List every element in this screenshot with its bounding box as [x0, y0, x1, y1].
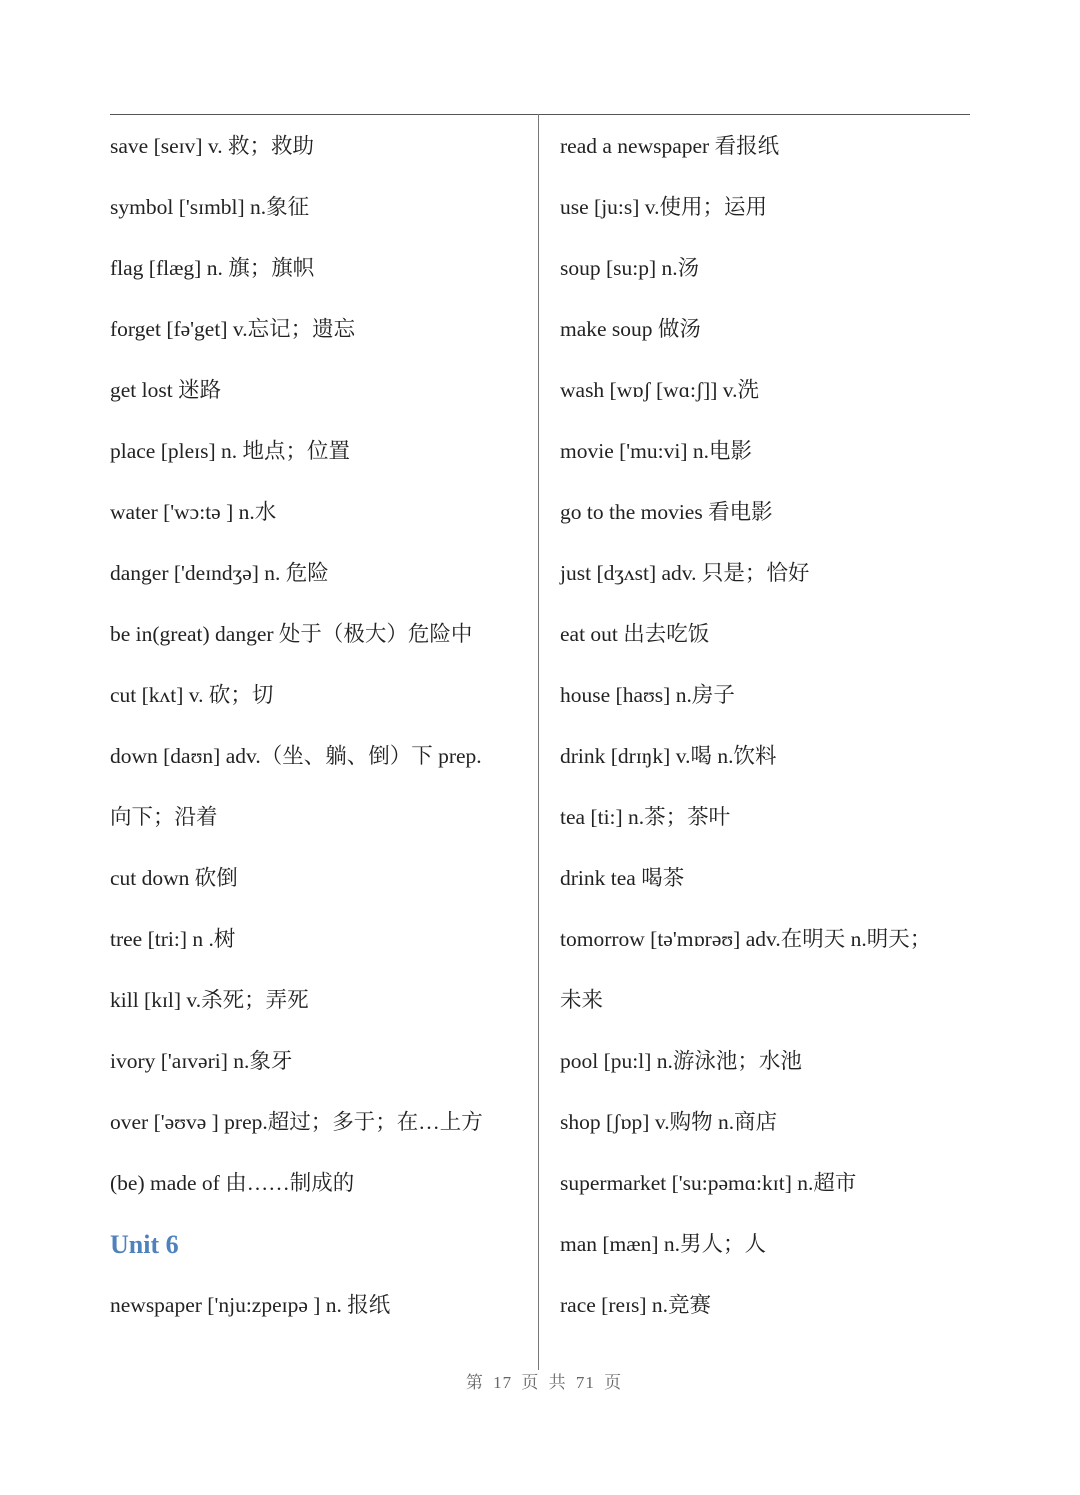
top-rule: [110, 114, 970, 115]
vocab-entry: kill [kɪl] v.杀死；弄死: [110, 988, 309, 1012]
vocab-entry: shop [ʃɒp] v.购物 n.商店: [560, 1110, 778, 1134]
vocab-entry: cut down 砍倒: [110, 866, 238, 890]
vocab-entry: water ['wɔ:tə ] n.水: [110, 500, 277, 524]
vocab-entry: race [reɪs] n.竞赛: [560, 1293, 712, 1317]
page-footer: 第 17 页 共 71 页: [465, 1373, 623, 1392]
vocab-entry: tea [ti:] n.茶；茶叶: [560, 805, 731, 829]
vocab-entry: (be) made of 由……制成的: [110, 1171, 355, 1195]
vocab-entry: place [pleɪs] n. 地点；位置: [110, 439, 351, 463]
vocab-entry: use [ju:s] v.使用；运用: [560, 195, 768, 219]
vocab-entry: supermarket ['su:pəmɑ:kɪt] n.超市: [560, 1171, 857, 1195]
vocab-entry: 未来: [560, 988, 604, 1012]
vocab-entry: read a newspaper 看报纸: [560, 134, 780, 158]
vocab-entry: get lost 迷路: [110, 378, 222, 402]
vocab-entry: forget [fə'get] v.忘记；遗忘: [110, 317, 356, 341]
vocab-entry: symbol ['sɪmbl] n.象征: [110, 195, 310, 219]
vocab-entry: drink tea 喝茶: [560, 866, 685, 890]
vocab-entry: save [seɪv] v. 救；救助: [110, 134, 315, 158]
vocab-entry: soup [su:p] n.汤: [560, 256, 700, 280]
vocab-entry: drink [drɪŋk] v.喝 n.饮料: [560, 744, 777, 768]
vocab-entry: man [mæn] n.男人；人: [560, 1232, 767, 1256]
vocab-entry: eat out 出去吃饭: [560, 622, 710, 646]
vocab-entry: go to the movies 看电影: [560, 500, 773, 524]
vocab-entry: wash [wɒʃ [wɑ:ʃ]] v.洗: [560, 378, 760, 402]
vocab-entry: house [haʊs] n.房子: [560, 683, 735, 707]
vocab-entry: tree [tri:] n .树: [110, 927, 236, 951]
right-column: [560, 116, 975, 1336]
vocab-entry: over ['əʊvə ] prep.超过；多于；在…上方: [110, 1110, 483, 1134]
unit-heading: Unit 6: [110, 1230, 179, 1259]
vocab-entry: movie ['mu:vi] n.电影: [560, 439, 752, 463]
vocab-entry: danger ['deɪndʒə] n. 危险: [110, 561, 329, 585]
vocab-entry: flag [flæg] n. 旗；旗帜: [110, 256, 315, 280]
vocab-entry: just [dʒʌst] adv. 只是；恰好: [560, 561, 810, 585]
column-divider: [538, 114, 539, 1370]
vocab-entry: 向下；沿着: [110, 805, 218, 829]
vocab-entry: make soup 做汤: [560, 317, 701, 341]
vocab-entry: ivory ['aɪvəri] n.象牙: [110, 1049, 293, 1073]
vocab-entry: pool [pu:l] n.游泳池；水池: [560, 1049, 802, 1073]
vocab-entry: down [daʊn] adv.（坐、躺、倒）下 prep.: [110, 744, 482, 768]
vocab-entry: cut [kʌt] v. 砍；切: [110, 683, 274, 707]
vocab-entry: be in(great) danger 处于（极大）危险中: [110, 622, 473, 646]
vocab-entry: tomorrow [tə'mɒrəʊ] adv.在明天 n.明天；: [560, 927, 932, 951]
vocab-entry: newspaper ['nju:zpeɪpə ] n. 报纸: [110, 1293, 391, 1317]
left-column: [110, 116, 530, 1336]
